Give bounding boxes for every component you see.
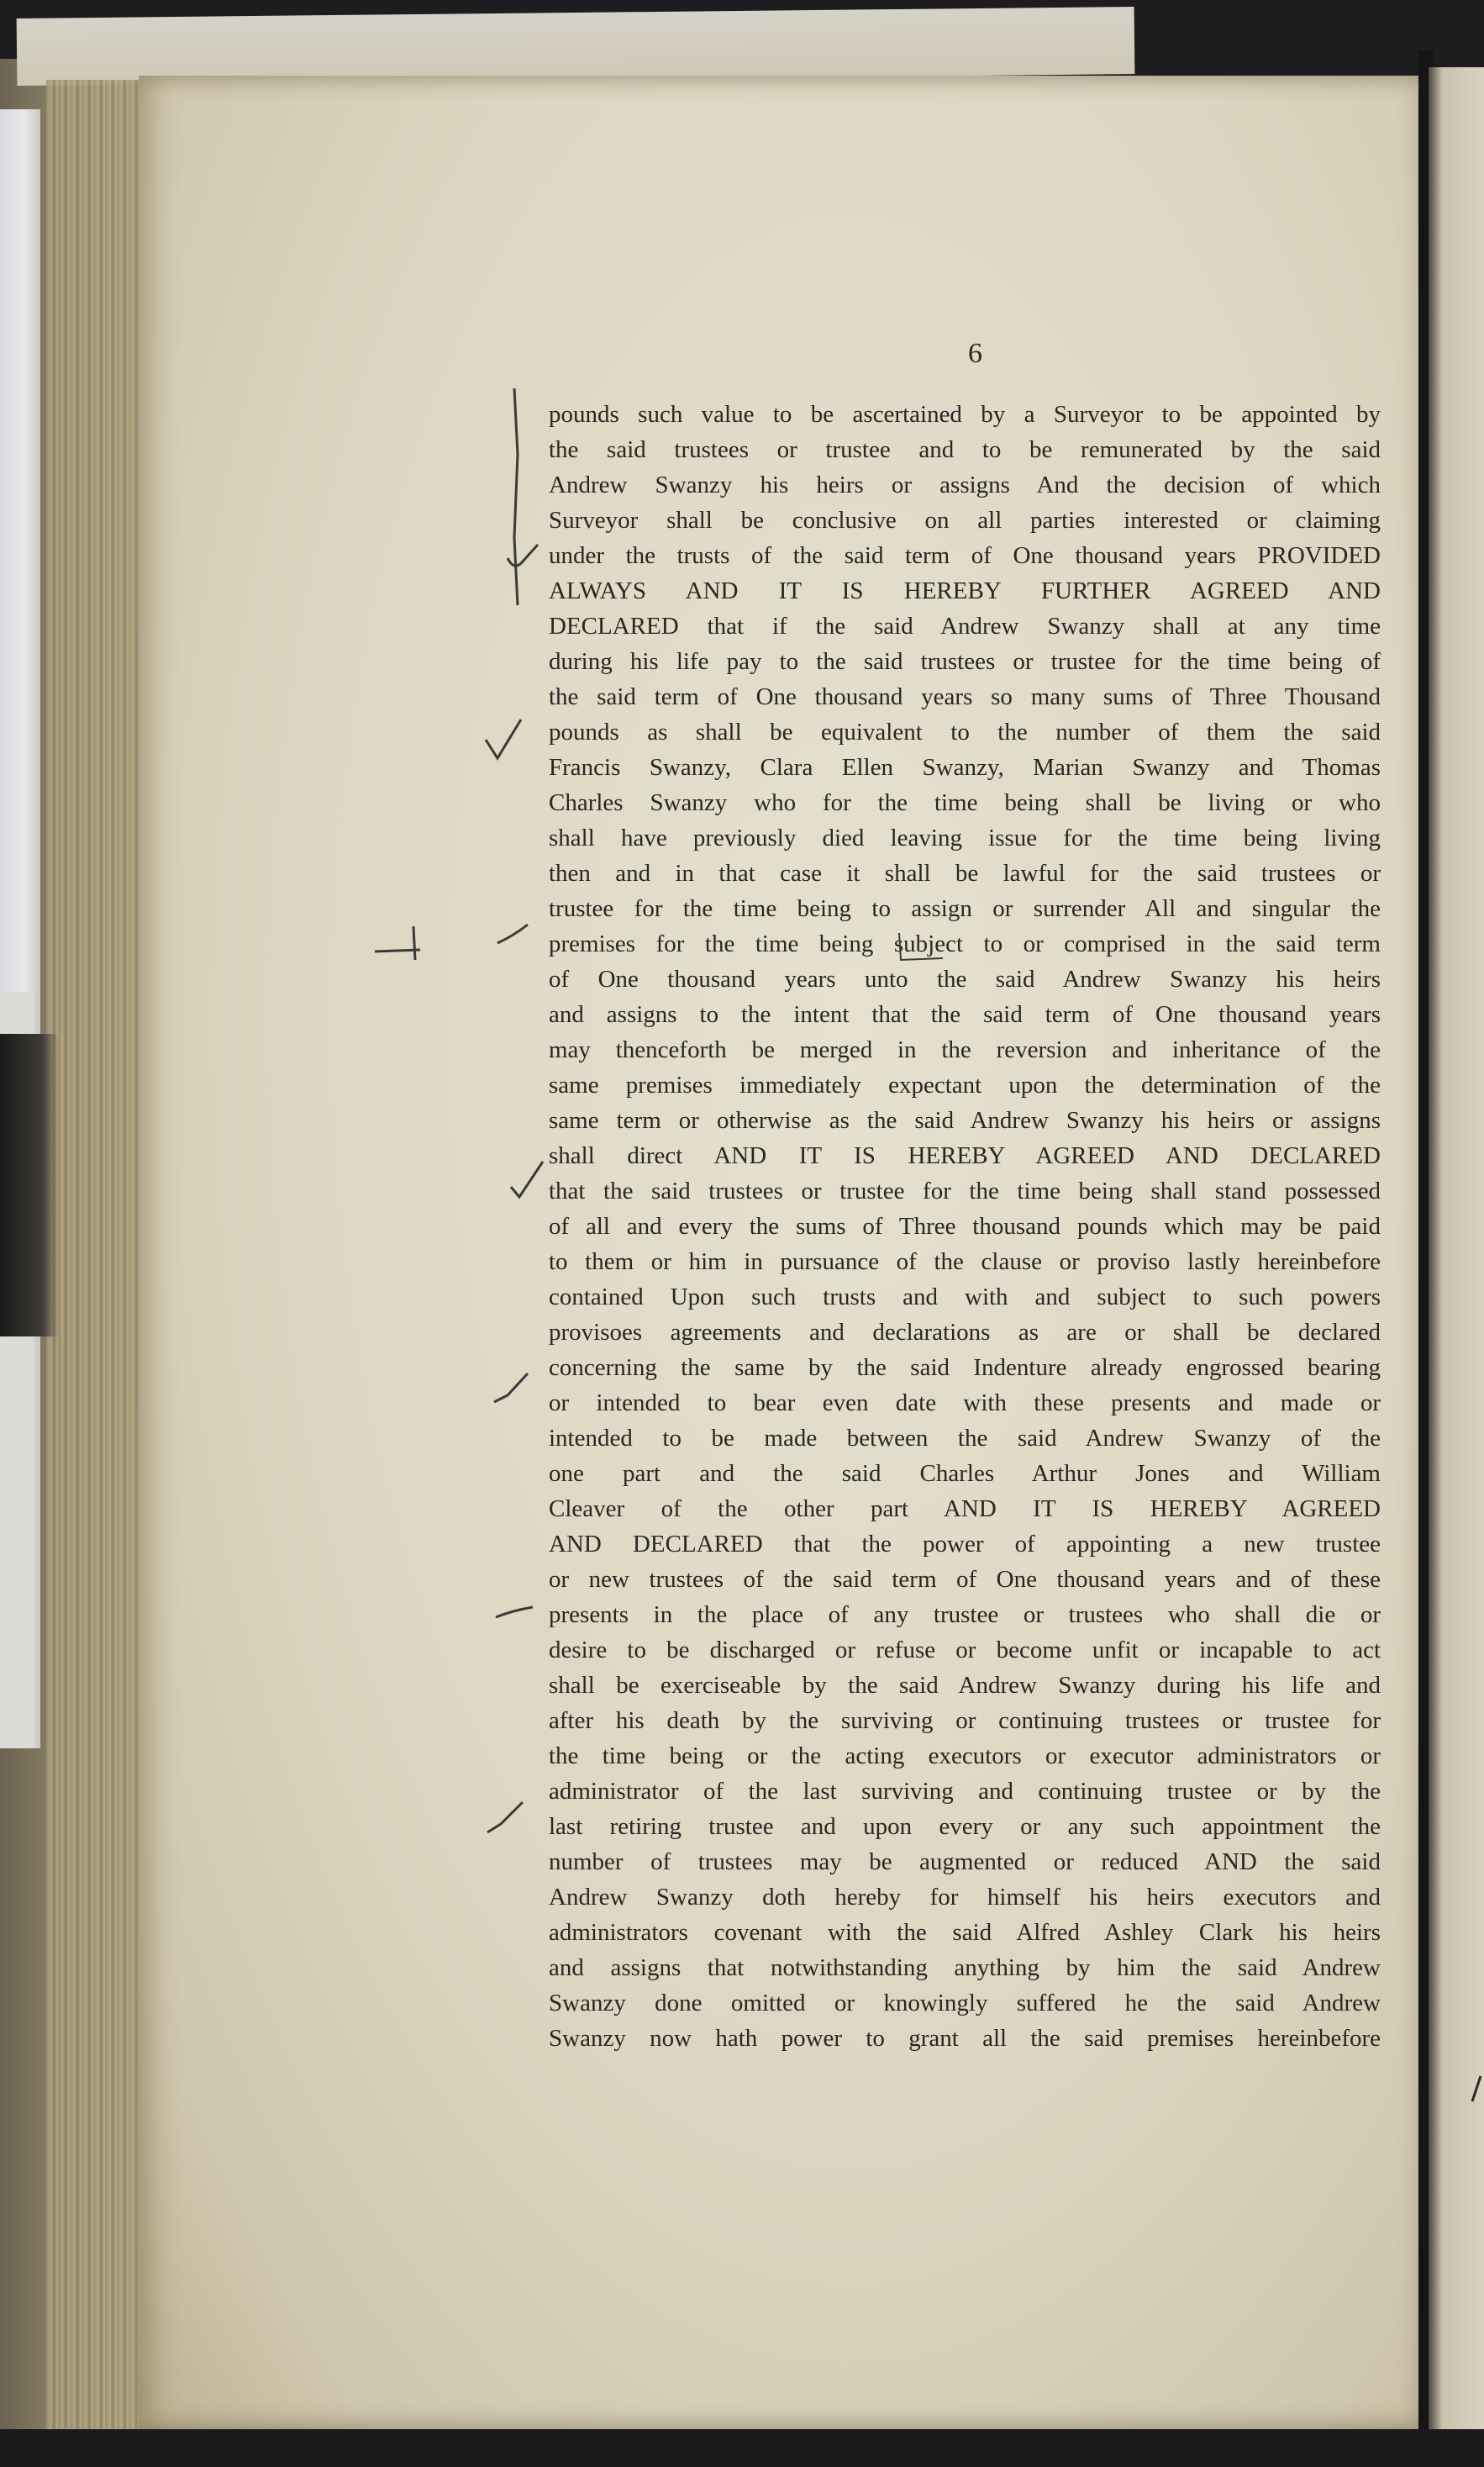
text-line: of all and every the sums of Three thousand pounds which may be paid [549, 1213, 1381, 1240]
text-line: or intended to bear even date with these presents and made or [549, 1389, 1381, 1416]
text-line: pounds as shall be equivalent to the number of them the said [549, 719, 1381, 746]
bottom-background [0, 2429, 1484, 2467]
text-line: Cleaver of the other part AND IT IS HEREBY AGREED [549, 1495, 1381, 1522]
text-line: same premises immediately expectant upon the determination of the [549, 1072, 1381, 1099]
text-line: of One thousand years unto the said Andrew Swanzy his heirs [549, 966, 1381, 993]
text-line: and assigns that notwithstanding anything by him the said Andrew [549, 1954, 1381, 1981]
facing-page-edge [1429, 67, 1484, 2438]
text-line: Andrew Swanzy his heirs or assigns And the decision of which [549, 472, 1381, 498]
text-line: AND DECLARED that the power of appointing a new trustee [549, 1531, 1381, 1558]
text-line: Surveyor shall be conclusive on all parties interested or claiming [549, 507, 1381, 534]
text-line: Charles Swanzy who for the time being shall be living or who [549, 789, 1381, 816]
text-line: last retiring trustee and upon every or any such appointment the [549, 1813, 1381, 1840]
text-line: Swanzy done omitted or knowingly suffered he the said Andrew [549, 1990, 1381, 2016]
text-line: Swanzy now hath power to grant all the said premises hereinbefore [549, 2025, 1381, 2052]
text-line: pounds such value to be ascertained by a Surveyor to be appointed by [549, 401, 1381, 428]
text-line: during his life pay to the said trustees or trustee for the time being of [549, 648, 1381, 675]
text-line: under the trusts of the said term of One thousand years PROVIDED [549, 542, 1381, 569]
body-text [549, 397, 1381, 2056]
text-line: provisoes agreements and declarations as are or shall be declared [549, 1319, 1381, 1346]
text-line: premises for the time being subject to or comprised in the said term [549, 930, 1381, 957]
left-shadow [0, 1034, 59, 1336]
text-line: concerning the same by the said Indenture already engrossed bearing [549, 1354, 1381, 1381]
text-line: shall be exerciseable by the said Andrew Swanzy during his life and [549, 1672, 1381, 1699]
text-line: that the said trustees or trustee for the time being shall stand possessed [549, 1178, 1381, 1205]
top-loose-sheet [17, 7, 1135, 86]
text-line: or new trustees of the said term of One thousand years and of these [549, 1566, 1381, 1593]
text-line: and assigns to the intent that the said term of One thousand years [549, 1001, 1381, 1028]
text-line: one part and the said Charles Arthur Jones and William [549, 1460, 1381, 1487]
page-edges [46, 80, 147, 2433]
text-line: administrator of the last surviving and continuing trustee or by the [549, 1778, 1381, 1805]
text-line: shall have previously died leaving issue for the time being living [549, 825, 1381, 851]
text-line: contained Upon such trusts and with and subject to such powers [549, 1284, 1381, 1310]
text-line: then and in that case it shall be lawful for the said trustees or [549, 860, 1381, 887]
text-line: Andrew Swanzy doth hereby for himself his heirs executors and [549, 1884, 1381, 1911]
text-line: Francis Swanzy, Clara Ellen Swanzy, Marian Swanzy and Thomas [549, 754, 1381, 781]
text-line: after his death by the surviving or continuing trustees or trustee for [549, 1707, 1381, 1734]
text-line: administrators covenant with the said Alfred Ashley Clark his heirs [549, 1919, 1381, 1946]
text-line: trustee for the time being to assign or surrender All and singular the [549, 895, 1381, 922]
text-line: may thenceforth be merged in the reversion and inheritance of the [549, 1036, 1381, 1063]
text-line: the time being or the acting executors or executor administrators or [549, 1742, 1381, 1769]
text-line: to them or him in pursuance of the clause or proviso lastly hereinbefore [549, 1248, 1381, 1275]
text-line: shall direct AND IT IS HEREBY AGREED AND DECLARED [549, 1142, 1381, 1169]
text-line: desire to be discharged or refuse or become unfit or incapable to act [549, 1637, 1381, 1663]
text-line: the said term of One thousand years so many sums of Three Thousand [549, 683, 1381, 710]
text-line: number of trustees may be augmented or reduced AND the said [549, 1848, 1381, 1875]
text-line: DECLARED that if the said Andrew Swanzy shall at any time [549, 613, 1381, 640]
text-line: intended to be made between the said Andrew Swanzy of the [549, 1425, 1381, 1452]
text-line: presents in the place of any trustee or trustees who shall die or [549, 1601, 1381, 1628]
text-line: the said trustees or trustee and to be remunerated by the said [549, 436, 1381, 463]
text-line: ALWAYS AND IT IS HEREBY FURTHER AGREED AND [549, 577, 1381, 604]
page-number: 6 [968, 338, 982, 369]
text-line: same term or otherwise as the said Andrew Swanzy his heirs or assigns [549, 1107, 1381, 1134]
